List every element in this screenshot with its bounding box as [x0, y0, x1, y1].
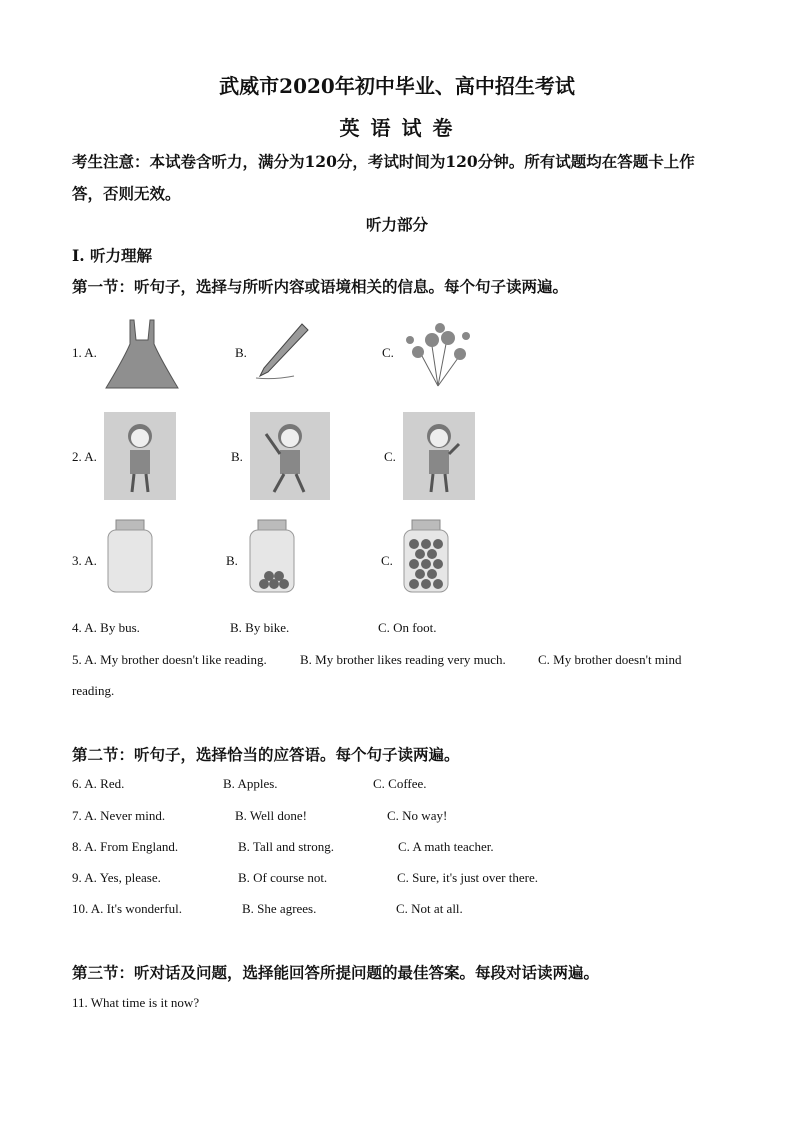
listening-heading: 听力部分 — [365, 215, 428, 234]
notice-line-1: 考生注意：本试卷含听力，满分为120分，考试时间为120分钟。所有试题均在答题卡上作 — [72, 152, 695, 171]
section-2-heading: 第二节：听句子，选择恰当的应答语。每个句子读两遍。 — [72, 745, 460, 764]
q5-option-b: B. My brother likes reading very much. — [300, 652, 506, 667]
q3-option-b: B. — [226, 553, 238, 568]
q9-option-c: C. Sure, it's just over there. — [397, 870, 538, 885]
q6-option-c: C. Coffee. — [373, 776, 427, 791]
q10-option-a: 10. A. It's wonderful. — [72, 901, 182, 916]
full-jar-icon — [400, 518, 452, 594]
q3-option-c: C. — [381, 553, 393, 568]
q9-option-b: B. Of course not. — [238, 870, 328, 885]
q1-option-c: C. — [382, 345, 394, 360]
section-1-heading: 第一节：听句子，选择与所听内容或语境相关的信息。每个句子读两遍。 — [72, 277, 569, 296]
q6-option-a: 6. A. Red. — [72, 776, 125, 791]
exam-title: 武威市2020年初中毕业、高中招生考试 — [219, 74, 575, 98]
flowers-icon — [402, 316, 474, 388]
q10-option-c: C. Not at all. — [396, 901, 463, 916]
q4-option-a: 4. A. By bus. — [72, 620, 140, 635]
q2-option-a: 2. A. — [72, 449, 97, 464]
half-jar-icon — [246, 518, 298, 594]
q4-option-b: B. By bike. — [230, 620, 290, 635]
q9-option-a: 9. A. Yes, please. — [72, 870, 161, 885]
girl-standing-icon — [104, 412, 176, 500]
q8-option-c: C. A math teacher. — [398, 839, 494, 854]
q6-option-b: B. Apples. — [223, 776, 278, 791]
pen-icon — [254, 320, 312, 382]
q8-option-a: 8. A. From England. — [72, 839, 179, 854]
q7-option-b: B. Well done! — [235, 808, 308, 823]
q5-option-a: 5. A. My brother doesn't like reading. — [72, 652, 267, 667]
exam-subtitle: 英 语 试 卷 — [339, 116, 455, 140]
q1-option-b: B. — [235, 345, 247, 360]
q4-option-c: C. On foot. — [378, 620, 437, 635]
q8-option-b: B. Tall and strong. — [238, 839, 334, 854]
q2-option-c: C. — [384, 449, 396, 464]
q7-option-a: 7. A. Never mind. — [72, 808, 166, 823]
girl-pointing-icon — [403, 412, 475, 500]
q10-option-b: B. She agrees. — [242, 901, 317, 916]
q11-question: 11. What time is it now? — [72, 995, 200, 1010]
girl-waving-icon — [250, 412, 330, 500]
part-heading: I. 听力理解 — [72, 246, 153, 265]
section-3-heading: 第三节：听对话及问题，选择能回答所提问题的最佳答案。每段对话读两遍。 — [72, 963, 600, 982]
q3-option-a: 3. A. — [72, 553, 97, 568]
notice-line-2: 答，否则无效。 — [72, 184, 181, 203]
q2-option-b: B. — [231, 449, 243, 464]
q1-option-a: 1. A. — [72, 345, 97, 360]
dress-icon — [104, 318, 180, 390]
q5-option-c: C. My brother doesn't mind — [538, 652, 682, 667]
q7-option-c: C. No way! — [387, 808, 448, 823]
empty-jar-icon — [104, 518, 156, 594]
q5-option-c-continued: reading. — [72, 683, 115, 698]
